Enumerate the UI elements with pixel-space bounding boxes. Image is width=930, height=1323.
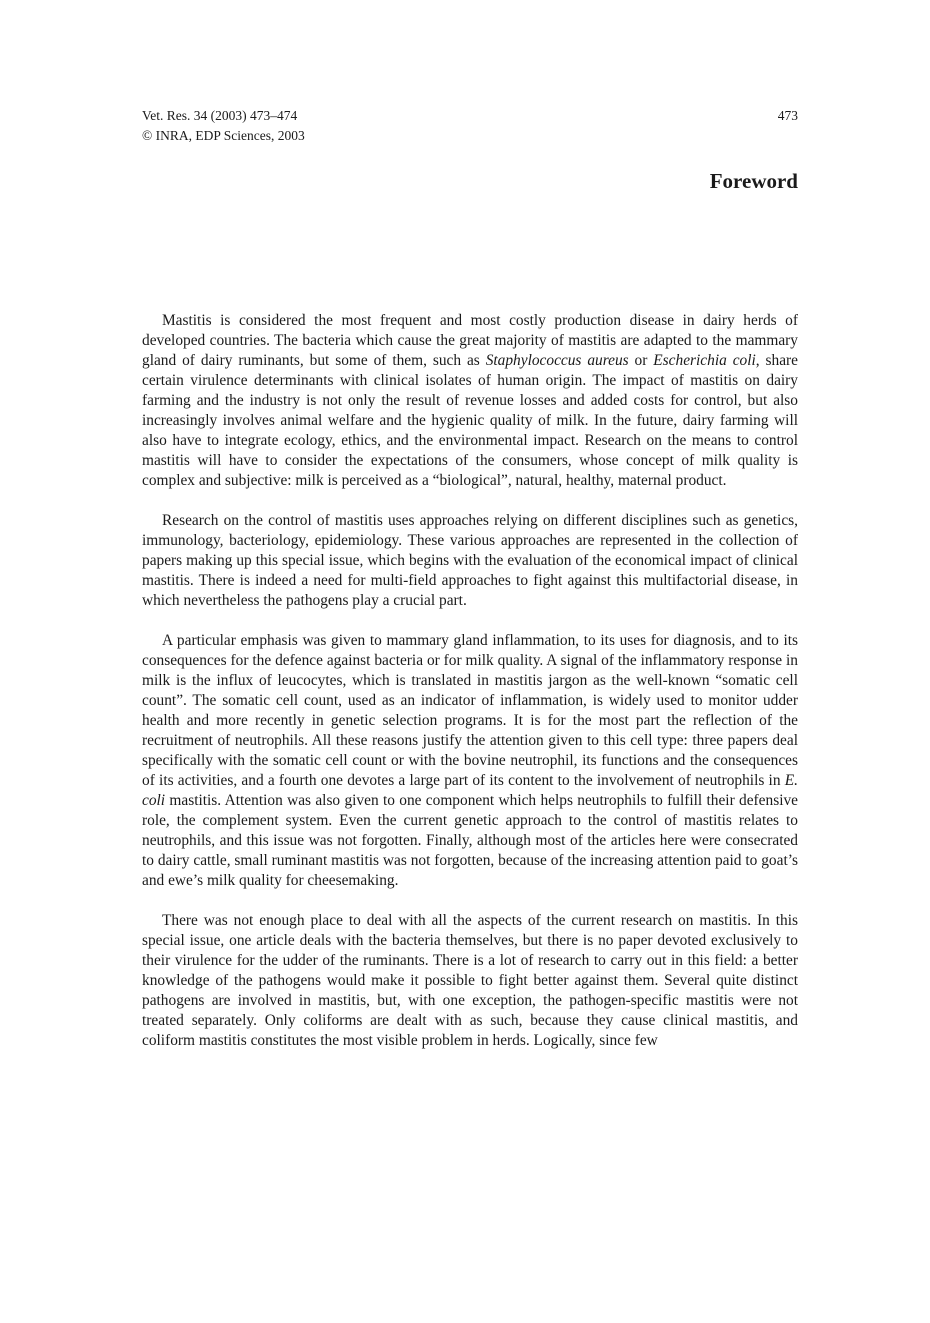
- body-paragraph: [142, 911, 798, 1051]
- body-paragraph: [142, 631, 798, 891]
- page-number: 473: [777, 108, 798, 123]
- paragraph-text: or: [628, 352, 654, 369]
- article-title: Foreword: [709, 169, 798, 193]
- copyright-line: © INRA, EDP Sciences, 2003: [142, 128, 305, 143]
- paragraph-text: , share certain virulence determinants with clinical isolates of human origin. The impact of mastitis on dairy farming and the industry is not only the result of revenue losses and added costs for control, but also increasingly involves animal welfare and the hygienic quality of milk. In the future, dairy farming will also have to integrate ecology, ethics, and the environmental impact. Research on the means to control mastitis will have to consider the expectations of the consumers, whose concept of milk quality is complex and subjective: milk is perceived as a “biological”, natural, healthy, maternal product.: [142, 352, 799, 489]
- italic-term: Staphylococcus aureus: [485, 352, 629, 369]
- journal-citation: Vet. Res. 34 (2003) 473–474: [142, 108, 298, 123]
- paragraph-text: mastitis. Attention was also given to one component which helps neutrophils to fulfill their defensive role, the complement system. Even the current genetic approach to the control of mastitis relates to neutrophils, and this issue was not forgotten. Finally, although most of the articles here were consecrated to dairy cattle, small ruminant mastitis was not forgotten, because of the increasing attention paid to goat’s and ewe’s milk quality for cheesemaking.: [142, 792, 798, 889]
- paragraph-text: Research on the control of mastitis uses approaches relying on different disciplines such as genetics, immunology, bacteriology, epidemiology. These various approaches are represented in the collection of papers making up this special issue, which begins with the evaluation of the economical impact of clinical mastitis. There is indeed a need for multi-field approaches to fight against this multifactorial disease, in which nevertheless the pathogens play a crucial part.: [142, 512, 798, 609]
- italic-term: Escherichia coli: [653, 352, 756, 369]
- body-paragraph: [142, 511, 798, 611]
- article-body: [142, 311, 798, 1071]
- paragraph-text: A particular emphasis was given to mammary gland inflammation, to its uses for diagnosis, and to its consequences for the defence against bacteria or for milk quality. A signal of the inflammatory response in milk is the influx of leucocytes, which is translated in mastitis jargon as the well-known “somatic cell count”. The somatic cell count, used as an indicator of inflammation, is widely used to monitor udder health and more recently in genetic selection programs. It is for the most part the reflection of the recruitment of neutrophils. All these reasons justify the attention given to this cell type: three papers deal specifically with the somatic cell count or with the bovine neutrophil, its functions and the consequences of its activities, and a fourth one devotes a large part of its content to the involvement of neutrophils in: [142, 632, 798, 789]
- body-paragraph: [142, 311, 798, 491]
- journal-header: [142, 106, 305, 146]
- paragraph-text: There was not enough place to deal with all the aspects of the current research on mastitis. In this special issue, one article deals with the bacteria themselves, but there is no paper devoted exclusively to their virulence for the udder of the ruminants. There is a lot of research to carry out in this field: a better knowledge of the pathogens would make it possible to fight better against them. Several quite distinct pathogens are involved in mastitis, but, with one exception, the pathogen-specific mastitis were not treated separately. Only coliforms are dealt with as such, because they cause clinical mastitis, and coliform mastitis constitutes the most visible problem in herds. Logically, since few: [142, 912, 798, 1049]
- paragraph-text: Mastitis is considered the most frequent and most costly production disease in dairy herds of developed countries. The bacteria which cause the great majority of mastitis are adapted to the mammary gland of dairy ruminants, but some of them, such as: [142, 312, 798, 369]
- italic-term: E. coli: [142, 772, 798, 809]
